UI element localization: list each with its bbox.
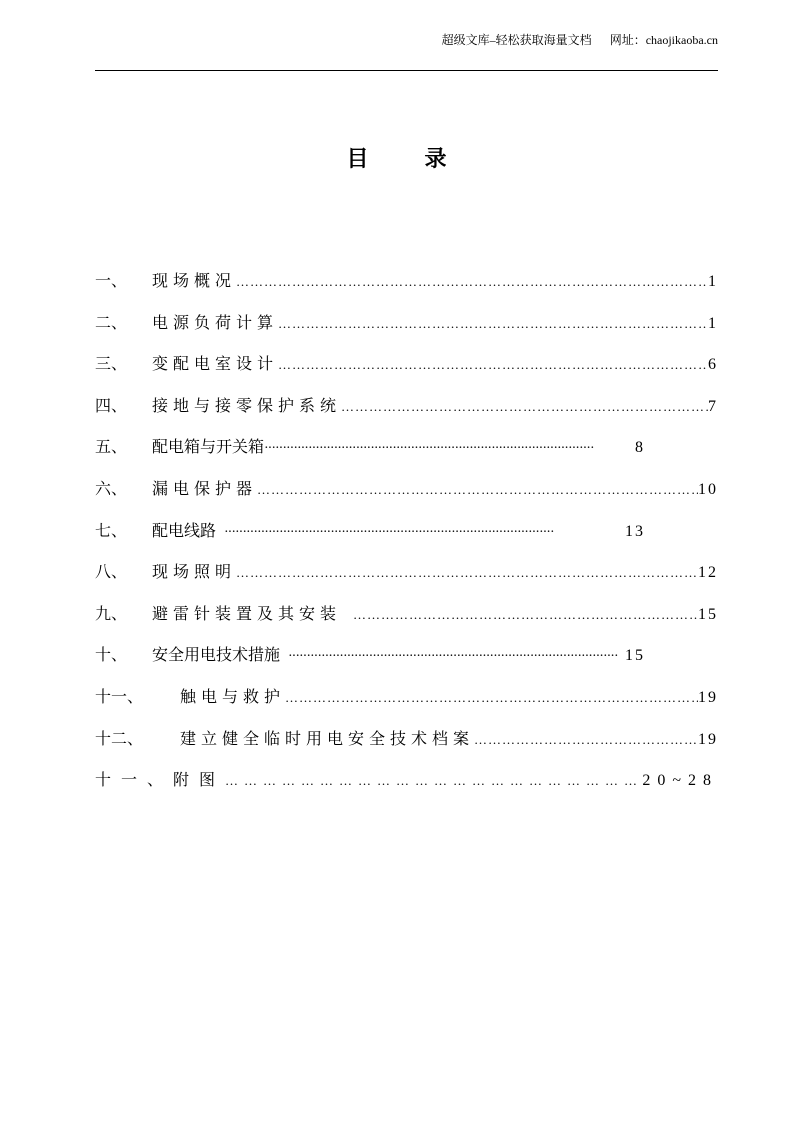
dot-leader — [278, 357, 708, 373]
dot-leader — [236, 274, 708, 290]
toc-page: 15 — [625, 647, 645, 665]
toc-page: 12 — [698, 564, 718, 582]
dot-leader — [353, 607, 698, 623]
toc-page: 1 — [708, 273, 718, 290]
toc-page: 10 — [698, 480, 718, 498]
toc-label: 配电线路 — [152, 522, 217, 540]
toc-page: 6 — [708, 356, 718, 374]
dot-leader — [236, 565, 698, 581]
dot-leader — [285, 690, 698, 706]
toc-entry[interactable] — [95, 518, 645, 560]
toc-entry[interactable] — [95, 476, 718, 518]
header-url: 网址：chaojikaoba.cn — [609, 33, 718, 47]
toc-number: 十二、 — [95, 730, 144, 748]
toc-page: 15 — [698, 605, 718, 623]
toc-entry[interactable] — [95, 310, 718, 352]
dot-leader — [474, 732, 698, 748]
table-of-contents — [95, 268, 718, 809]
toc-number: 五、 — [95, 439, 128, 457]
toc-entry[interactable] — [95, 559, 718, 601]
toc-label: 配电箱与开关箱 — [152, 439, 265, 457]
toc-number: 一、 — [95, 273, 128, 290]
toc-label: 附图 — [173, 772, 226, 790]
header-site: 超级文库–轻松获取海量文档 — [441, 33, 592, 47]
toc-label: 安全用电技术措施 — [152, 647, 281, 665]
toc-label: 现场概况 — [152, 273, 237, 290]
toc-page: 19 — [698, 730, 718, 748]
toc-label: 漏电保护器 — [152, 480, 258, 498]
page-header — [442, 31, 718, 48]
toc-label: 触电与救护 — [180, 688, 286, 706]
toc-page: 20~28 — [642, 772, 718, 790]
toc-entry[interactable] — [95, 642, 645, 684]
dot-leader — [264, 441, 635, 457]
toc-page: 1 — [708, 314, 718, 332]
toc-number: 九、 — [95, 605, 128, 623]
toc-page: 19 — [698, 688, 718, 706]
toc-label: 避雷针装置及其安装 — [152, 605, 342, 623]
toc-page: 13 — [625, 522, 645, 540]
toc-entry[interactable] — [95, 434, 645, 476]
toc-number: 八、 — [95, 564, 128, 582]
toc-entry[interactable] — [95, 767, 718, 809]
toc-entry[interactable] — [95, 351, 718, 393]
toc-label: 变配电室设计 — [152, 356, 279, 374]
header-rule — [95, 70, 718, 71]
toc-label: 电源负荷计算 — [152, 314, 279, 332]
toc-number: 七、 — [95, 522, 128, 540]
dot-leader — [225, 773, 642, 789]
toc-number: 二、 — [95, 314, 128, 332]
toc-number: 十一、 — [95, 772, 174, 790]
dot-leader — [278, 316, 708, 332]
toc-number: 三、 — [95, 356, 128, 374]
toc-number: 十、 — [95, 647, 128, 665]
toc-page: 7 — [708, 397, 718, 415]
toc-number: 四、 — [95, 397, 128, 415]
toc-label: 现场照明 — [152, 564, 237, 582]
toc-entry[interactable] — [95, 684, 718, 726]
dot-leader — [288, 649, 625, 665]
toc-label: 接地与接零保护系统 — [152, 397, 342, 415]
dot-leader — [257, 482, 698, 498]
page-title: 目录 — [346, 147, 503, 172]
toc-entry[interactable] — [95, 268, 718, 310]
toc-label: 建立健全临时用电安全技术档案 — [180, 730, 475, 748]
toc-entry[interactable] — [95, 726, 718, 768]
dot-leader — [341, 399, 708, 415]
toc-entry[interactable] — [95, 393, 718, 435]
toc-entry[interactable] — [95, 601, 718, 643]
dot-leader — [224, 525, 625, 541]
toc-page: 8 — [635, 439, 645, 457]
toc-number: 六、 — [95, 480, 128, 498]
toc-number: 十一、 — [95, 688, 144, 706]
